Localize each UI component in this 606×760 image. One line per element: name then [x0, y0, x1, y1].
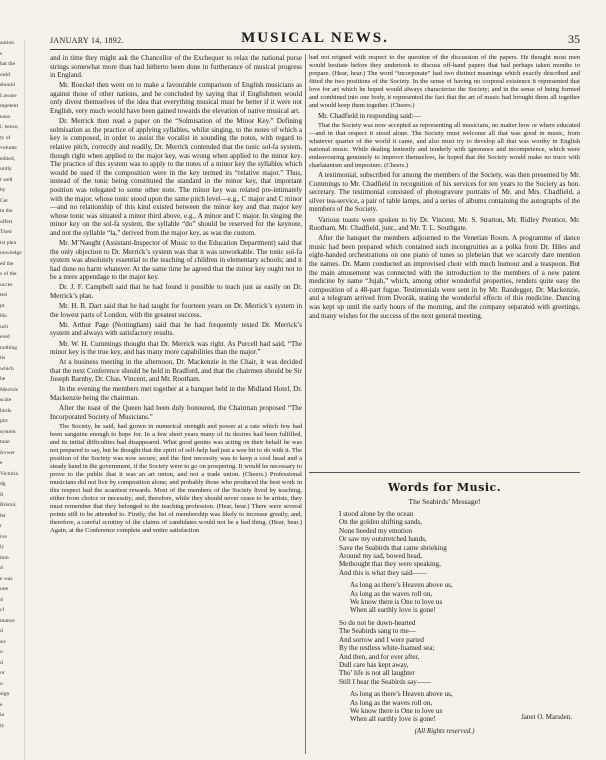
poem-line: None heeded my emotion — [339, 526, 413, 535]
gutter-fragment: scale — [0, 397, 12, 403]
column-divider — [305, 54, 306, 754]
gutter-fragment: ive — [0, 533, 7, 540]
gutter-fragment: ist plea — [0, 239, 17, 246]
poem-line: When all earthly love is gone! — [350, 606, 436, 615]
gutter-fragment: t well — [0, 176, 13, 183]
gutter-fragment: ed the — [0, 260, 14, 267]
gutter-fragment: urdly — [0, 166, 12, 172]
gutter-fragment: hirds — [0, 407, 12, 414]
gutter-fragment: to the — [0, 208, 13, 214]
gutter-fragment: ty of — [0, 134, 11, 141]
gutter-fragment: should — [0, 82, 15, 88]
poem-section-heading: Words for Music. — [387, 481, 502, 494]
gutter-fragment: Irvwer — [0, 449, 15, 456]
gutter-fragment: Merrick — [0, 386, 19, 393]
paragraph: That the Society was now accepted as representing all musicians, no matter how or where educated—and in that respect it stood alone. The Society must welcome all that was good in music, from whatever quarter of the world it came, and also must try to develop all that was worthy in English national music. While dealing leniently and tenderly with ignorance and incompetence, which were endeavouring genuinely to improve themselves, he hoped that the Society would make no truce with charlatanism and imposture. (Cheers.) — [309, 121, 580, 169]
gutter-fragment: mpetent — [0, 103, 19, 109]
gutter-fragment: sign — [0, 691, 10, 697]
gutter-fragment: dg — [0, 481, 6, 487]
gutter-fragment: Victoria — [0, 470, 18, 477]
poem-line: And sorrow and I were parted — [339, 635, 424, 644]
adjacent-page-gutter — [0, 40, 25, 760]
poem-line: As long as the waves roll on, — [350, 589, 433, 598]
paragraph: Mr. Arthur Page (Nottingham) said that he had frequently tested Dr. Merrick’s system and always with satisfactory results. — [50, 320, 302, 338]
poem-line: And this is what they said—— — [339, 568, 427, 577]
gutter-fragment: hat the — [0, 61, 16, 67]
paragraph: Dr. J. F. Campbell said that he had found it possible to teach just as easily on Dr. Merrick’s plan. — [50, 283, 302, 301]
poem-line: As long as the waves roll on, — [350, 698, 433, 707]
page-header — [50, 30, 580, 48]
gutter-fragment: offert — [0, 218, 13, 225]
poem-line: By the restless white-foamed sea; — [339, 644, 435, 653]
paragraph: After the toast of the Queen had been duly honoured, the Chairman proposed “The Incorporated Society of Musicians.” — [50, 404, 302, 421]
gutter-fragment: one — [0, 586, 9, 592]
gutter-fragment: o — [0, 680, 3, 687]
gutter-fragment: ty — [0, 722, 5, 729]
poem-author: Janet O. Marsden. — [521, 713, 572, 721]
gutter-fragment: mance — [0, 617, 15, 624]
poem-line: So do not be down-hearted — [339, 618, 416, 627]
poem-line: We know there is One to love us — [350, 598, 443, 607]
poem-line: And then, and for ever after, — [339, 652, 420, 661]
gutter-fragment: nowledge — [0, 250, 22, 256]
gutter-fragment: o — [0, 649, 3, 655]
gutter-fragment: d — [0, 628, 3, 634]
rights-notice: (All Rights reserved.) — [414, 727, 475, 735]
gutter-fragment: cl — [0, 607, 5, 613]
poem-line: Around my sad, bowed head, — [339, 552, 423, 561]
paragraph: had not reigned with respect to the question of the discussion of the papers. He thought most men would hesitate before they undertook to discuss off-hand papers that had perhaps taken months to prepare. (Hear, hear.) The word “incorporate” had two distinct meanings which exactly described and fitted the two positions of the Society. In the sense of having no corporal existence it represented that love for art which he hoped would always characterize the Society; and in the sense of being formed and combined into one body, it represented the fact that the art of music had brought them all together and would keep them together. (Cheers.) — [309, 54, 580, 109]
gutter-fragment: tune — [0, 439, 10, 445]
paragraph: A testimonial, subscribed for among the members of the Society, was then presented by Mr. Cummings to Mr. Chadfield in recognition of his services for ten years to the Society as hon. secretary. The testimonial consisted of photogravure portraits of Mr. and Mrs. Chadfield, a silver tea-service, a pair of table lamps, and a series of albums containing the autographs of the members of the Society. — [309, 171, 580, 214]
gutter-fragment: Their — [0, 229, 13, 235]
header-rule — [50, 49, 580, 50]
gutter-fragment: ould — [0, 71, 10, 78]
paragraph: Dr. Merrick then read a paper on the “Solmisation of the Minor Key.” Defining solmisation as the practice of applying syllables, whilst singing, to the notes of which a key is composed, in order to assist the vocalist in sounding the notes, with regard to relative pitch, correctly and readily, Dr. Merrick contended that the tonic sol-fa system, though right when applied to the major key, was wrong when applied to the minor key. The practice of this system was to apply to the notes of a minor key the syllables which would be used if the composition were in the key termed its “relative major.” Thus, instead of the tonic being constituted the standard in the minor key, that important position was relegated to some other note. The minor key was related pre-intimately with the major, whose tonic stood upon the same pitch level—e.g., C major and C minor—and no relationship of this kind existed between the minor key and that major key whose tonic was situated a minor third above, e.g., A minor and C major. In singing the minor key on the sol-fa system, the syllable “do” should be reserved for the keynote, and not the syllable “la,” derived from the major key, as was the custom. — [50, 117, 302, 237]
paragraph: Mr. Chadfield in responding said:— — [318, 111, 421, 120]
gutter-fragment: Bristol, — [0, 502, 17, 508]
issue-date: JANUARY 14, 1892. — [50, 36, 124, 45]
poem-line: Or saw my outstretched hands, — [339, 535, 427, 544]
gutter-fragment: r — [0, 523, 2, 529]
gutter-fragment: d — [0, 596, 3, 603]
gutter-fragment: aution — [0, 40, 14, 46]
page-number: 35 — [568, 32, 580, 46]
gutter-fragment: e — [0, 701, 3, 708]
poem-line: We know there is One to love us — [350, 706, 443, 715]
poem-line: Still I hear the Seabirds say—— — [339, 677, 432, 686]
gutter-fragment: e — [0, 460, 3, 466]
gutter-fragment: Cer — [0, 197, 9, 204]
gutter-fragment: which — [0, 365, 14, 372]
poem-line: Tho’ life is not all laughter — [339, 669, 415, 678]
gutter-fragment: tion — [0, 554, 9, 561]
gutter-fragment: uch — [0, 323, 9, 330]
masthead-title: MUSICAL NEWS. — [241, 30, 389, 46]
gutter-fragment: ered — [0, 334, 10, 340]
paragraph: Mr. W. H. Cummings thought that Dr. Merrick was right. As Purcell had said, “The minor key is the true key, and has many more capabilities than the major.” — [50, 339, 302, 357]
gutter-fragment: s of the — [0, 271, 17, 277]
gutter-fragment: or — [0, 670, 5, 676]
poem-line: On the golden shifting sands, — [339, 518, 422, 527]
paragraph: Mr. M’Naught (Assistant-Inspector of Music to the Education Department) said that the only objection to Dr. Merrick’s system was that it was unworkable. The tonic sol-fa system was absolutely essential to the teaching of children in elementary schools; and it had done no harm whatever. At the same time he agreed that the minor key ought not to be a mere appendage to the major key. — [50, 238, 302, 282]
paragraph: Mr. H. B. Dart said that he had taught for fourteen years on Dr. Merrick’s system in the lowest parts of London, with the greatest success. — [50, 302, 302, 319]
right-column — [309, 54, 580, 322]
gutter-fragment: ted — [0, 292, 7, 298]
poem-line: Dull care has kept away, — [339, 660, 409, 669]
gutter-fragment: system — [0, 428, 16, 435]
gutter-fragment: i; hence, — [0, 124, 19, 130]
paragraph: Mr. Roeckel then went on to make a favourable comparison of English musicians as against those of other nations, and he concluded by saying that if Englishmen would only divest themselves of the idea that everything musical must be better if it were not English, very much would have been gained towards the elevation of native musical art. — [50, 81, 302, 116]
poem-line: Methought that they were speaking, — [339, 560, 441, 569]
gutter-fragment: I aware — [0, 92, 17, 99]
gutter-fragment: lis — [0, 355, 6, 361]
gutter-fragment: by — [0, 187, 6, 193]
gutter-fragment: ly — [0, 544, 5, 550]
gutter-fragment: in — [0, 712, 5, 718]
gutter-fragment: s — [0, 50, 3, 57]
paragraph: The Society, he said, had grown in numerical strength and power at a rate which few had been sanguine enough to hope for. In a few short years many of its desires had been fulfilled, and its initial difficulties had disappeared. What good genius was acting on their behalf he was not prepared to say, but he thought that the spirit of self-help had just a wee bit to do with it. The position of the Society was now secure; and the first necessity was to keep a cool head and a steady hand in the government, if the Society were to go on prospering. It would be necessary to prove to the public that it was an art union, and not a trade union. (Cheers.) Professional musicians did not live by composition alone; and probably those who produced the best work in this respect had the scantiest rewards. Most of the members of the Society lived by teaching, either from choice or necessity; and, therefore, while they should never cease to be artists, they must remember that they belonged to the teaching profession. (Hear, hear.) There were several points still to be attended to. Firstly, the list of membership was likely to increase greatly, and, therefore, a careful scrutiny of the claims of candidates would not be a bad thing. (Hear, hear.) Again, at the Conference complete and entire satisfaction — [50, 422, 302, 534]
poem-body — [339, 510, 580, 724]
gutter-fragment: sic — [0, 638, 7, 645]
gutter-fragment: be — [0, 376, 6, 382]
poem-section — [309, 472, 580, 749]
paragraph: After the banquet the members adjourned to the Venetian Room. A programme of dance music had been prepared which contained such incongruities as a polka from Dr. Hiles and eight-handed orchestrations on one piano of tunes so plebeian that we scarcely dare mention the names. Dr. Mann conducted an improvised choir with much humour and a teaspoon. But the main amusement was connected with the introduction to the members of a new patent medicine by name “Jujah,” which, among other wonderful properties, renders quite easy the composition of a 48-part fugue. Testimonials were sent in by Mr. Randegger, Dr. Mackenzie, and a telegram arrived from Dvorák, stating the wonderful effects of this medicine. Dancing was kept up until the early hours of the morning, and the company separated with greetings, and many wishes for the success of the next general meeting. — [309, 234, 580, 320]
gutter-fragment: eaux — [0, 113, 11, 120]
paragraph: At a business meeting in the afternoon, Dr. Mackenzie in the Chair, it was decided that the next Conference should be held in Bradford, and that the chairmen should be Sir Joseph Barnby, Dr. Chas. Vincent, and Mr. Rootham. — [50, 358, 302, 384]
paragraph: In the evening the members met together at a banquet held in the Midland Hotel, Dr. Mackenzie being the chairman. — [50, 385, 302, 403]
gutter-fragment: nothing — [0, 344, 18, 351]
gutter-fragment: edited, — [0, 155, 16, 162]
poem-line: When all earthly love is gone! — [350, 715, 436, 724]
gutter-fragment: d — [0, 659, 3, 666]
poem-line: As long as there’s Heaven above us, — [350, 690, 453, 699]
gutter-fragment: d — [0, 565, 3, 571]
left-column — [50, 54, 302, 536]
gutter-fragment: e was — [0, 575, 13, 582]
gutter-fragment: ler — [0, 512, 6, 519]
poem-title: The Seabirds’ Message! — [408, 497, 481, 506]
poem-line: Save the Seabirds that came shrieking — [339, 543, 447, 552]
gutter-fragment: Ho — [0, 313, 7, 319]
gutter-fragment: Ii — [0, 491, 4, 498]
paragraph: Various toasts were spoken to by Dr. Vincent, Mr. S. Stratton, Mr. Ridley Prentice, Mr. Rootham, Mr. Chadfield, junr., and Mr. T. L. Southgate. — [309, 215, 580, 233]
gutter-fragment: pt — [0, 302, 5, 309]
poem-line: I stood alone by the ocean — [339, 510, 414, 518]
poem-line: As long as there’s Heaven above us, — [350, 581, 453, 590]
paragraph: and in time they might ask the Chancellor of the Exchequer to relax the national purse strings somewhat more than had hitherto been done in furtherance of musical progress in England. — [50, 54, 302, 80]
poem-line: The Seabirds sang to me— — [339, 627, 416, 636]
gutter-fragment: ucces — [0, 281, 13, 288]
gutter-fragment: volume — [0, 145, 17, 151]
gutter-fragment: pitc — [0, 418, 9, 424]
